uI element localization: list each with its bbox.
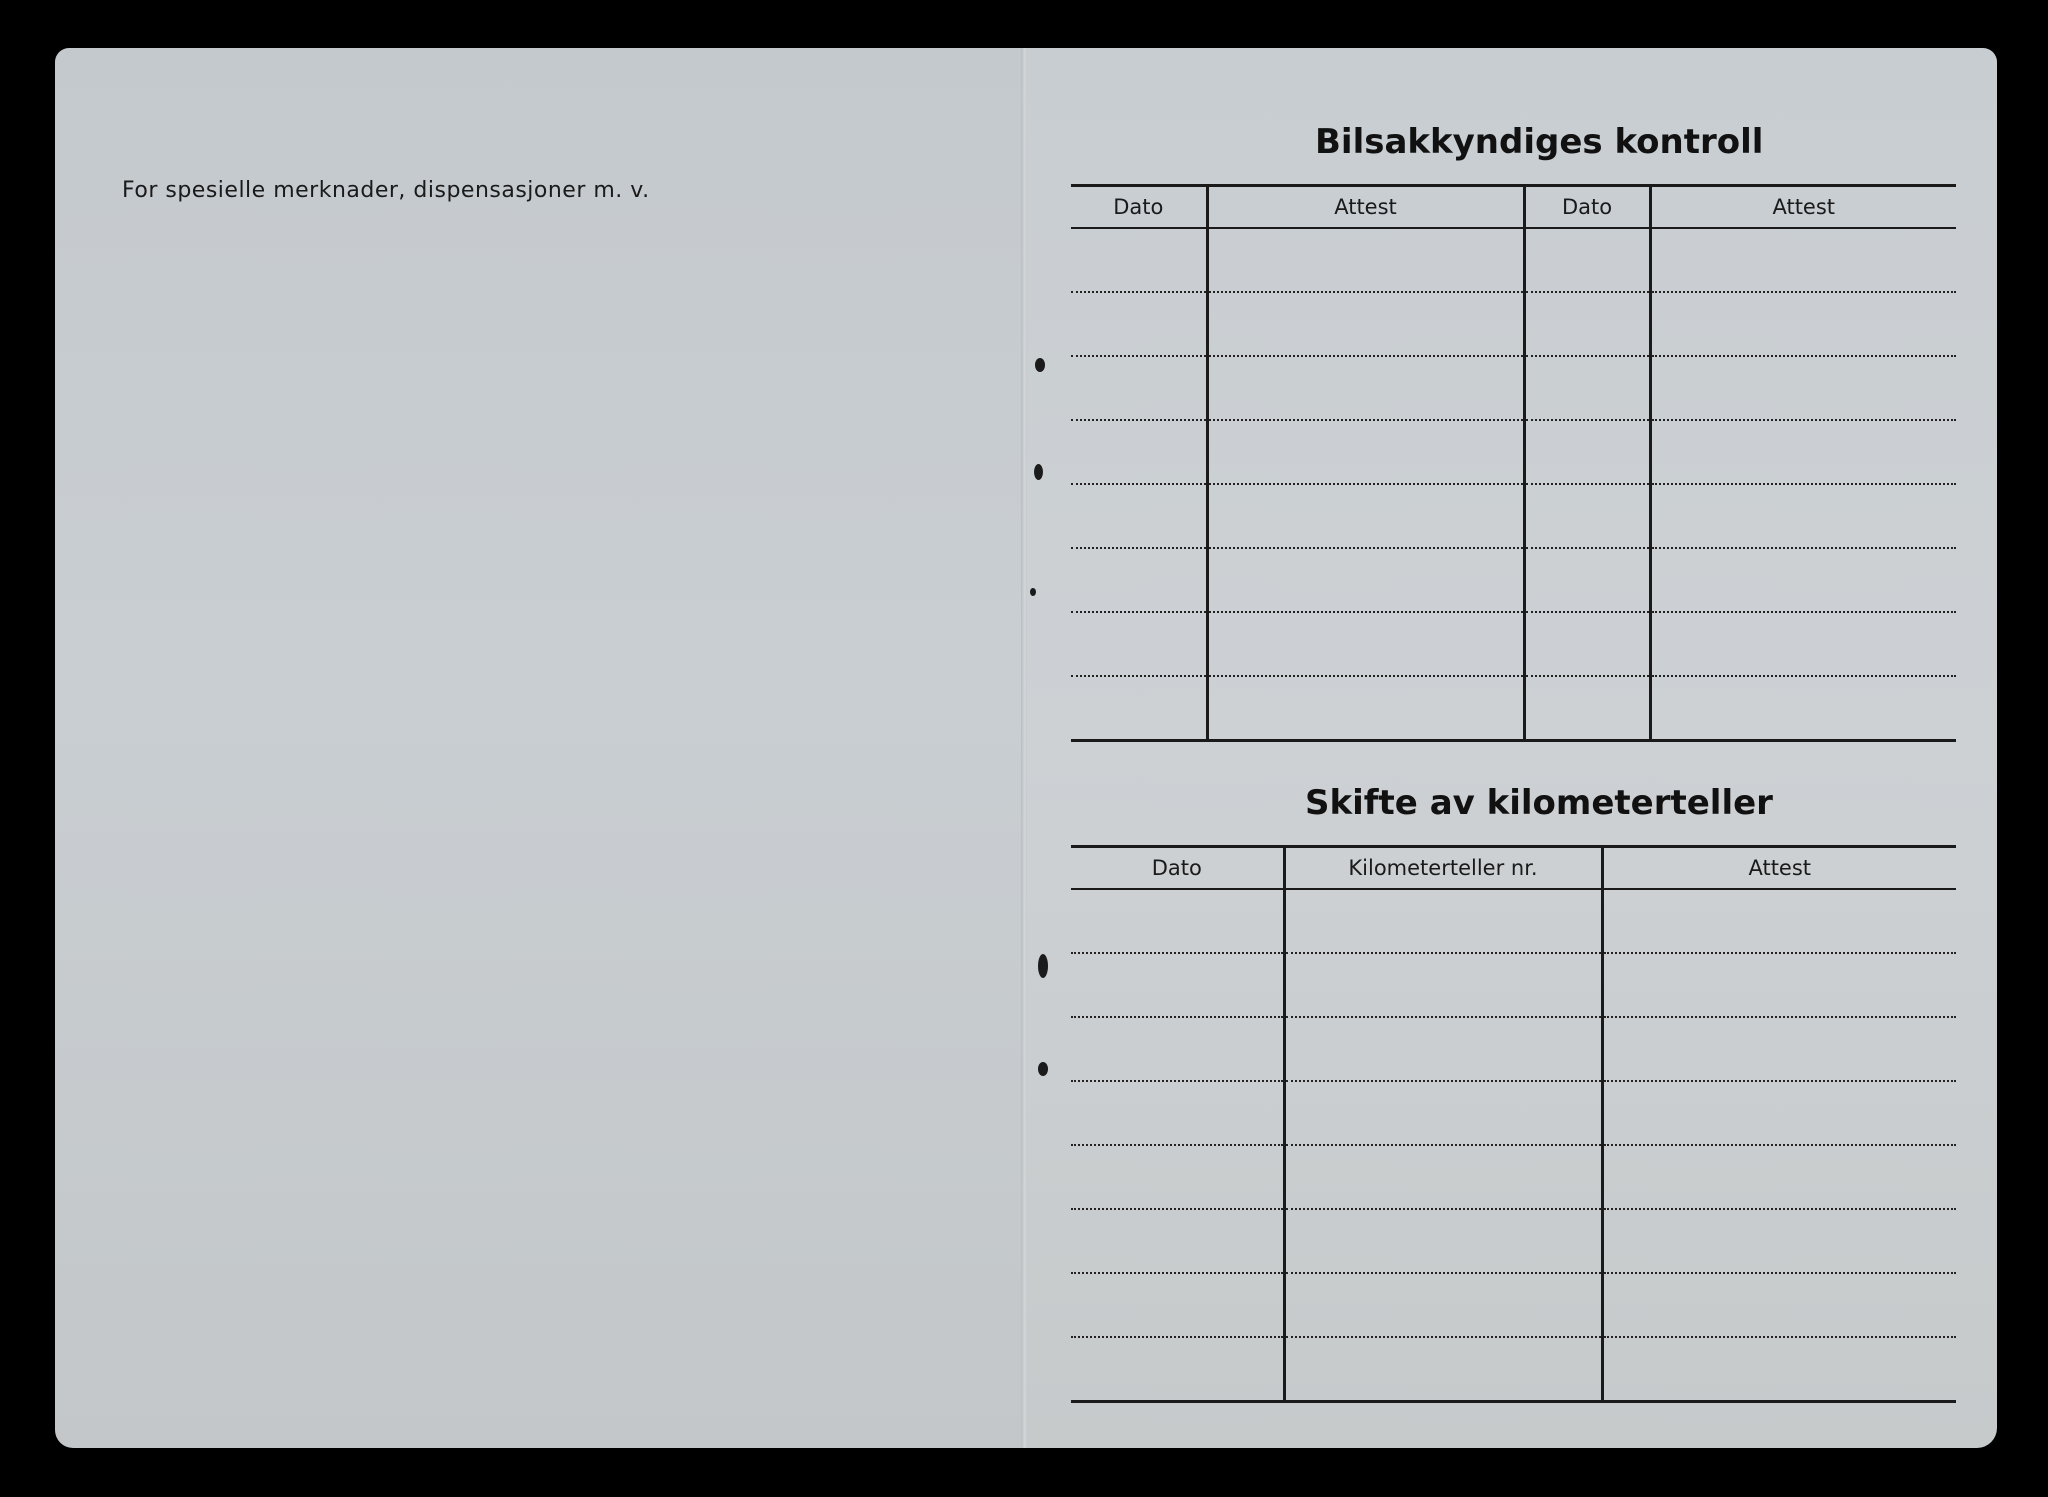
form-cell[interactable] [1524,548,1650,612]
table-header-row [1071,847,1956,890]
form-cell[interactable] [1650,676,1956,741]
form-cell[interactable] [1524,484,1650,548]
form-cell[interactable] [1284,1145,1602,1209]
table-row [1071,1273,1956,1337]
form-cell[interactable] [1284,1081,1602,1145]
column-header: Kilometerteller nr. [1284,847,1602,890]
column-header: Attest [1207,186,1524,229]
form-cell[interactable] [1207,484,1524,548]
table-row [1071,548,1956,612]
form-cell[interactable] [1207,292,1524,356]
form-cell[interactable] [1071,1081,1284,1145]
inspection-title: Bilsakkyndiges kontroll [1315,122,1764,162]
note-label: For spesielle merknader, dispensasjoner m. v. [122,178,650,203]
table-row [1071,1209,1956,1273]
form-cell[interactable] [1650,228,1956,292]
form-cell[interactable] [1524,292,1650,356]
form-cell[interactable] [1071,292,1207,356]
odometer-title: Skifte av kilometerteller [1305,783,1773,823]
form-cell[interactable] [1071,1209,1284,1273]
form-cell[interactable] [1071,1145,1284,1209]
binding-hole [1038,1062,1048,1076]
table-row [1071,484,1956,548]
column-header: Dato [1071,186,1207,229]
form-cell[interactable] [1207,676,1524,741]
form-cell[interactable] [1207,420,1524,484]
table-row [1071,1017,1956,1081]
table-row [1071,953,1956,1017]
form-cell[interactable] [1207,548,1524,612]
table-row [1071,1337,1956,1402]
form-cell[interactable] [1602,889,1956,953]
table-row [1071,292,1956,356]
form-cell[interactable] [1207,356,1524,420]
binding-hole [1034,464,1043,480]
form-cell[interactable] [1602,953,1956,1017]
table-row [1071,889,1956,953]
form-cell[interactable] [1524,612,1650,676]
column-header: Dato [1524,186,1650,229]
form-cell[interactable] [1602,1209,1956,1273]
form-cell[interactable] [1284,1209,1602,1273]
table-row [1071,612,1956,676]
form-cell[interactable] [1071,356,1207,420]
table-header-row [1071,186,1956,229]
binding-hole [1030,588,1036,596]
odometer-table [1071,845,1956,1403]
table-row [1071,676,1956,741]
form-cell[interactable] [1524,356,1650,420]
form-cell[interactable] [1524,676,1650,741]
form-cell[interactable] [1071,1017,1284,1081]
form-cell[interactable] [1602,1081,1956,1145]
form-cell[interactable] [1207,612,1524,676]
form-cell[interactable] [1650,484,1956,548]
form-cell[interactable] [1071,612,1207,676]
table-row [1071,1081,1956,1145]
column-header: Dato [1071,847,1284,890]
column-header: Attest [1650,186,1956,229]
form-cell[interactable] [1284,1273,1602,1337]
form-cell[interactable] [1071,676,1207,741]
form-cell[interactable] [1071,548,1207,612]
form-cell[interactable] [1524,420,1650,484]
form-cell[interactable] [1602,1145,1956,1209]
form-cell[interactable] [1071,420,1207,484]
form-cell[interactable] [1650,356,1956,420]
form-cell[interactable] [1071,953,1284,1017]
form-cell[interactable] [1071,228,1207,292]
form-cell[interactable] [1284,1017,1602,1081]
form-cell[interactable] [1650,292,1956,356]
table-row [1071,420,1956,484]
form-cell[interactable] [1071,484,1207,548]
table-row [1071,1145,1956,1209]
form-cell[interactable] [1524,228,1650,292]
form-cell[interactable] [1602,1017,1956,1081]
table-row [1071,228,1956,292]
form-cell[interactable] [1650,548,1956,612]
form-cell[interactable] [1284,953,1602,1017]
form-cell[interactable] [1602,1273,1956,1337]
form-cell[interactable] [1650,612,1956,676]
form-cell[interactable] [1071,1273,1284,1337]
form-cell[interactable] [1071,1337,1284,1402]
form-cell[interactable] [1284,889,1602,953]
binding-hole [1035,358,1045,372]
form-cell[interactable] [1207,228,1524,292]
form-cell[interactable] [1071,889,1284,953]
table-row [1071,356,1956,420]
inspection-table [1071,184,1956,742]
binding-hole [1038,954,1048,978]
left-page [55,48,1025,1448]
form-cell[interactable] [1284,1337,1602,1402]
form-cell[interactable] [1602,1337,1956,1402]
column-header: Attest [1602,847,1956,890]
form-cell[interactable] [1650,420,1956,484]
